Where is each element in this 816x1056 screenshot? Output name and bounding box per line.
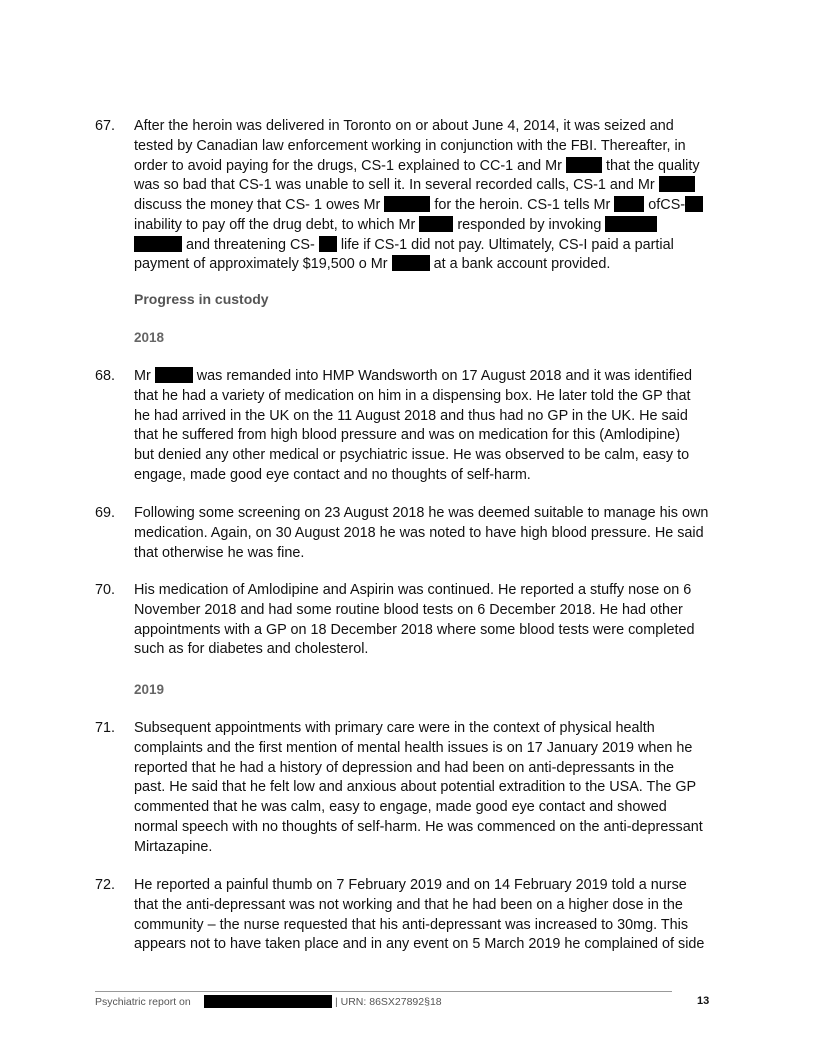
text-line: complaints and the first mention of mental health issues is on 17 January 2019 when he: [134, 740, 693, 756]
text-segment: responded by invoking: [457, 217, 602, 233]
redaction-box: [566, 157, 602, 173]
text-segment: discuss the money that CS- 1 owes Mr: [134, 197, 381, 213]
text-line: [134, 367, 692, 387]
text-line: that he had a variety of medication on him in a dispensing box. He later told the GP that: [134, 388, 691, 404]
text-line: His medication of Amlodipine and Aspirin was continued. He reported a stuffy nose on 6: [134, 582, 692, 598]
text-segment: order to avoid paying for the drugs, CS-1 explained to CC-1 and Mr: [134, 158, 562, 174]
redaction-box: [659, 176, 695, 192]
text-line: He reported a painful thumb on 7 February 2019 and on 14 February 2019 told a nurse: [134, 877, 687, 893]
footer-report-label: Psychiatric report on: [95, 996, 191, 1008]
text-line: [134, 176, 695, 196]
text-line: reported that he had a history of depression and had been on anti-depressants in the: [134, 760, 675, 776]
text-segment: ofCS-: [648, 197, 686, 213]
text-line: Subsequent appointments with primary care were in the context of physical health: [134, 720, 655, 736]
text-line: such as for diabetes and cholesterol.: [134, 641, 369, 657]
text-segment: was remanded into HMP Wandsworth on 17 August 2018 and it was identified: [196, 368, 692, 384]
text-line: appointments with a GP on 18 December 2018 where some blood tests were completed: [134, 622, 695, 638]
redaction-box: [155, 367, 193, 383]
text-segment: was so bad that CS-1 was unable to sell it. In several recorded calls, CS-1 and Mr: [134, 177, 655, 193]
paragraph-72: [95, 876, 725, 956]
text-line: November 2018 and had some routine blood tests on 6 December 2018. He had other: [134, 602, 683, 618]
paragraph-70: [95, 581, 725, 661]
text-line: Following some screening on 23 August 2018 he was deemed suitable to manage his own: [134, 505, 709, 521]
text-line: normal speech with no thoughts of self-harm. He was commenced on the anti-depressant: [134, 819, 703, 835]
section-heading: Progress in custody: [134, 291, 269, 307]
redaction-box: [392, 255, 430, 271]
redaction-box: [204, 995, 332, 1008]
footer-urn: | URN: 86SX27892§18: [335, 996, 442, 1008]
paragraph-number: 71.: [95, 720, 116, 736]
year-heading-2019: 2019: [134, 682, 165, 697]
text-line: but denied any other medical or psychiatric issue. He was observed to be calm, easy to: [134, 447, 690, 463]
text-segment: inability to pay off the drug debt, to which Mr: [134, 217, 416, 233]
text-segment: life if CS-1 did not pay. Ultimately, CS-I paid a partial: [340, 237, 674, 253]
text-line: that he suffered from high blood pressure and was on medication for this (Amlodipine): [134, 427, 681, 443]
text-segment: at a bank account provided.: [433, 256, 611, 272]
text-line: [134, 236, 674, 256]
redaction-box: [605, 216, 657, 232]
text-line: medication. Again, on 30 August 2018 he was noted to have high blood pressure. He said: [134, 525, 704, 541]
paragraph-69: [95, 504, 725, 564]
redaction-box: [134, 236, 182, 252]
paragraph-number: 69.: [95, 505, 116, 521]
redaction-box: [685, 196, 703, 212]
footer-divider: [95, 991, 672, 992]
text-line: that the anti-depressant was not working and that he had been on a higher dose in the: [134, 897, 683, 913]
text-segment: payment of approximately $19,500 o Mr: [134, 256, 388, 272]
text-line: appears not to have taken place and in any event on 5 March 2019 he complained of side: [134, 936, 705, 952]
paragraph-number: 70.: [95, 582, 116, 598]
text-segment: Mr: [134, 368, 151, 384]
page-number: 13: [697, 995, 710, 1007]
text-segment: and threatening CS-: [186, 237, 315, 253]
redaction-box: [319, 236, 337, 252]
text-line: After the heroin was delivered in Toronto on or about June 4, 2014, it was seized and: [134, 118, 674, 134]
year-heading-2018: 2018: [134, 330, 165, 345]
text-line: he had arrived in the UK on the 11 August 2018 and thus had no GP in the UK. He said: [134, 408, 688, 424]
text-line: that otherwise he was fine.: [134, 545, 305, 561]
paragraph-number: 67.: [95, 118, 116, 134]
text-line: Mirtazapine.: [134, 839, 213, 855]
text-line: [134, 157, 700, 177]
paragraph-67: [95, 117, 725, 277]
redaction-box: [614, 196, 644, 212]
text-line: commented that he was calm, easy to engage, made good eye contact and showed: [134, 799, 667, 815]
paragraph-71: [95, 719, 725, 859]
text-segment: that the quality: [605, 158, 700, 174]
text-line: community – the nurse requested that his anti-depressant was increased to 30mg. This: [134, 917, 689, 933]
text-line: engage, made good eye contact and no thoughts of self-harm.: [134, 467, 531, 483]
text-segment: for the heroin. CS-1 tells Mr: [434, 197, 611, 213]
paragraph-number: 68.: [95, 368, 116, 384]
text-line: tested by Canadian law enforcement working in conjunction with the FBI. Thereafter, in: [134, 138, 686, 154]
redaction-box: [384, 196, 430, 212]
paragraph-68: [95, 367, 725, 487]
text-line: past. He said that he felt low and anxious about potential extradition to the USA. The GP: [134, 779, 697, 795]
paragraph-number: 72.: [95, 877, 116, 893]
text-line: [134, 196, 703, 216]
text-line: [134, 255, 610, 275]
redaction-box: [419, 216, 453, 232]
text-line: [134, 216, 657, 236]
